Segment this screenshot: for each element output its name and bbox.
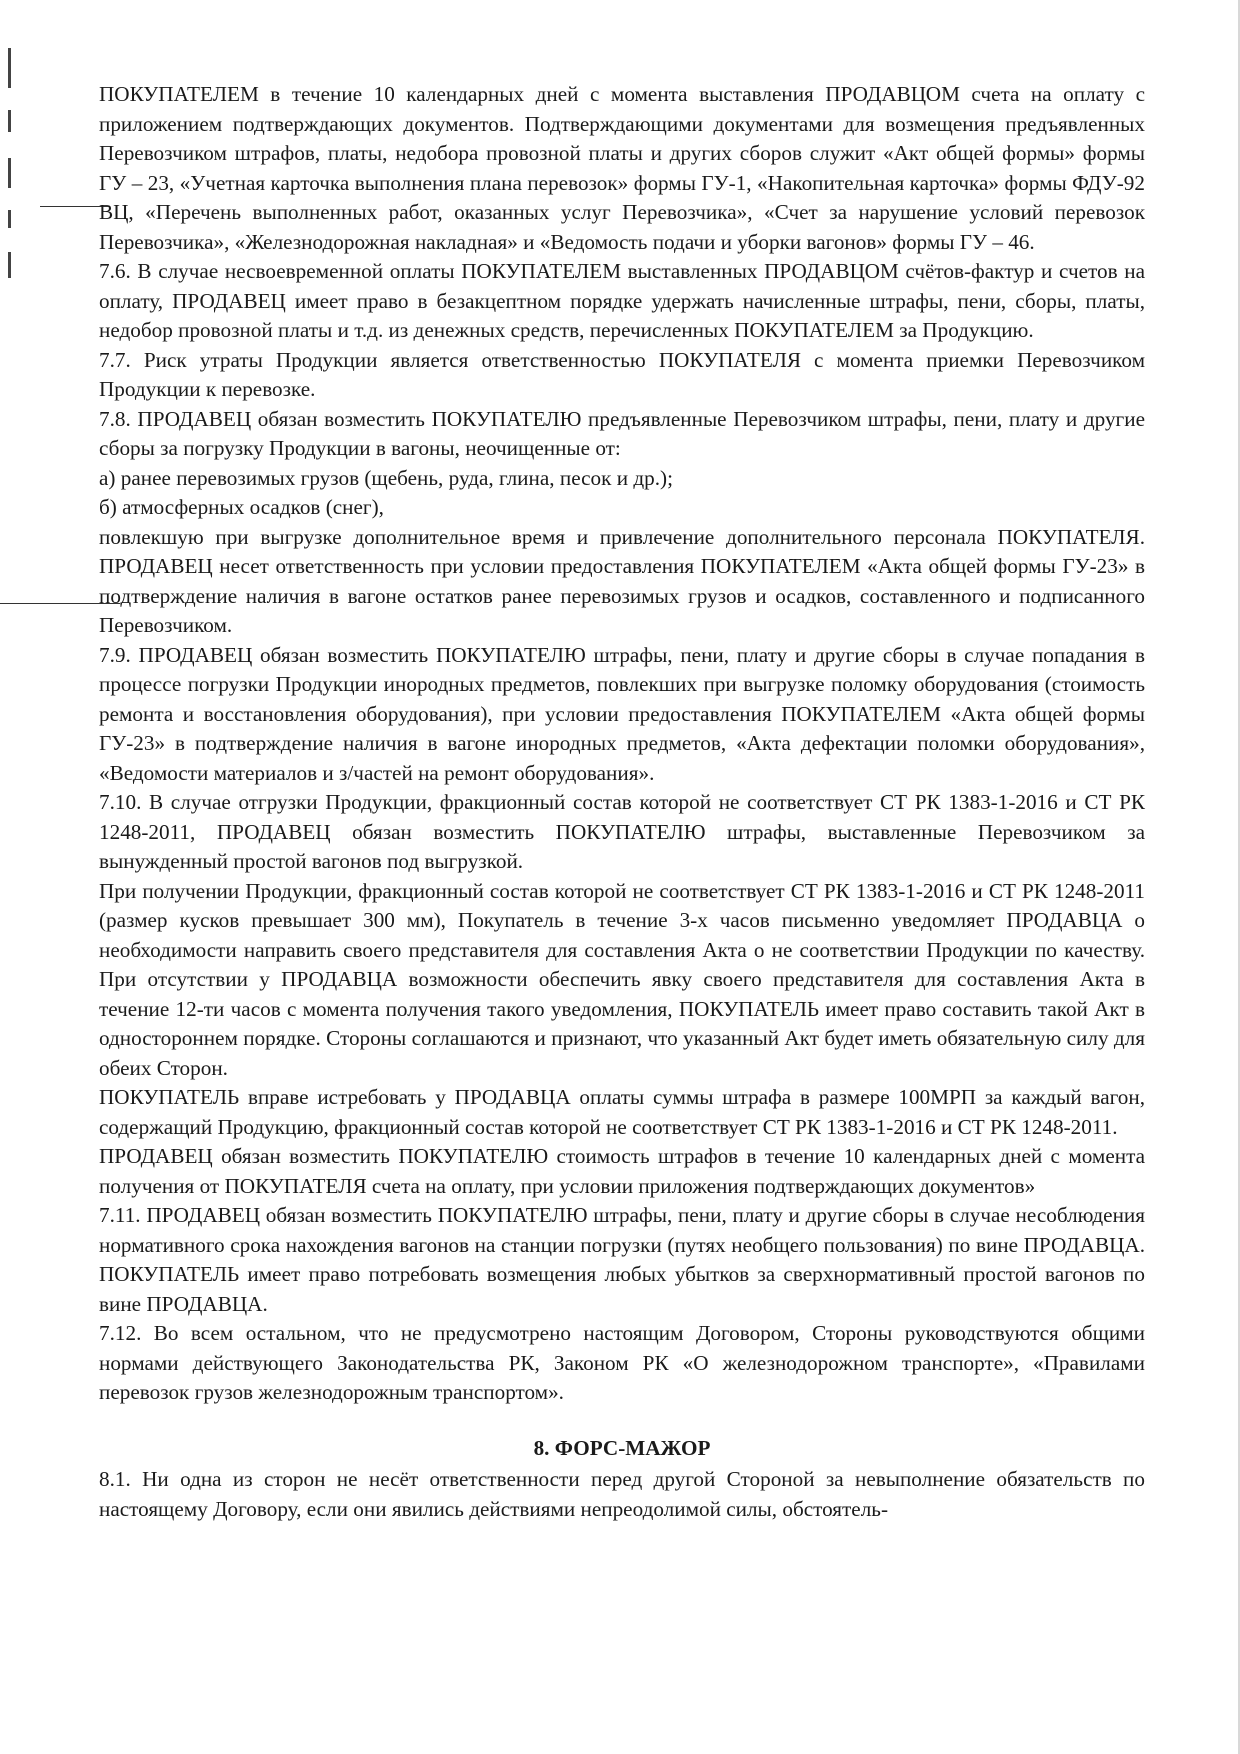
paragraph-7-10-reimbursement: ПРОДАВЕЦ обязан возместить ПОКУПАТЕЛЮ стоимость штрафов в течение 10 календарных дней с момента получения от ПОКУПАТЕЛЯ счета на оплату, при условии приложения подтверждающих документов» <box>99 1144 1145 1198</box>
paragraph-7-12: 7.12. Во всем остальном, что не предусмотрено настоящим Договором, Стороны руководствуются общими нормами действующего Законодательства РК, Законом РК «О железнодорожном транспорте», «Правилами перевозок грузов железнодорожным транспортом». <box>99 1321 1145 1404</box>
paragraph-7-8-continuation: повлекшую при выгрузке дополнительное время и привлечение дополнительного персонала ПОКУПАТЕЛЯ. ПРОДАВЕЦ несет ответственность при условии предоставления ПОКУПАТЕЛЕМ «Акта общей формы ГУ-23» в подтверждение наличия в вагоне остатков ранее перевозимых грузов и осадков, составленного и подписанного Перевозчиком. <box>99 524 1145 637</box>
paragraph-7-10-penalty: ПОКУПАТЕЛЬ вправе истребовать у ПРОДАВЦА оплаты суммы штрафа в размере 100МРП за каждый вагон, содержащий Продукцию, фракционный состав которой не соответствует СТ РК 1383-1-2016 и СТ РК 1248-2011. <box>99 1085 1145 1139</box>
paragraph-7-10-receipt: При получении Продукции, фракционный состав которой не соответствует СТ РК 1383-1-2016 и СТ РК 1248-2011 (размер кусков превышает 300 мм), Покупатель в течение 3-х часов письменно уведомляет ПРОДАВЦА о необходимости направить своего представителя для составления Акта о не соответствии Продукции по качеству. При отсутствии у ПРОДАВЦА возможности обеспечить явку своего представителя для составления Акта в течение 12-ти часов с момента получения такого уведомления, ПОКУПАТЕЛЬ имеет право составить такой Акт в одностороннем порядке. Стороны соглашаются и признают, что указанный Акт будет иметь обязательную силу для обеих Сторон. <box>99 878 1145 1080</box>
document-body <box>99 80 1145 1524</box>
paragraph-7-11: 7.11. ПРОДАВЕЦ обязан возместить ПОКУПАТЕЛЮ штрафы, пени, плату и другие сборы в случае несоблюдения нормативного срока нахождения вагонов на станции погрузки (путях необщего пользования) по вине ПРОДАВЦА. ПОКУПАТЕЛЬ имеет право потребовать возмещения любых убытков за сверхнормативный простой вагонов по вине ПРОДАВЦА. <box>99 1203 1145 1316</box>
section-heading-force-majeure: 8. ФОРС-МАЖОР <box>533 1435 711 1460</box>
list-item-a: а) ранее перевозимых грузов (щебень, руда, глина, песок и др.); <box>99 465 673 490</box>
paragraph-7-10: 7.10. В случае отгрузки Продукции, фракционный состав которой не соответствует СТ РК 1383-1-2016 и СТ РК 1248-2011, ПРОДАВЕЦ обязан возместить ПОКУПАТЕЛЮ штрафы, выставленные Перевозчиком за вынужденный простой вагонов под выгрузкой. <box>99 790 1145 873</box>
paragraph-7-8: 7.8. ПРОДАВЕЦ обязан возместить ПОКУПАТЕЛЮ предъявленные Перевозчиком штрафы, пени, плату и другие сборы за погрузку Продукции в вагоны, неочищенные от: <box>99 406 1145 460</box>
paragraph-7-6: 7.6. В случае несвоевременной оплаты ПОКУПАТЕЛЕМ выставленных ПРОДАВЦОМ счётов-фактур и счетов на оплату, ПРОДАВЕЦ имеет право в безакцептном порядке удержать начисленные штрафы, пени, сборы, платы, недобор провозной платы и т.д. из денежных средств, перечисленных ПОКУПАТЕЛЕМ за Продукцию. <box>99 259 1145 342</box>
binding-edge-marks <box>6 40 20 340</box>
paragraph-7-7: 7.7. Риск утраты Продукции является ответственностью ПОКУПАТЕЛЯ с момента приемки Перевозчиком Продукции к перевозке. <box>99 347 1145 401</box>
paragraph-payment-continuation: ПОКУПАТЕЛЕМ в течение 10 календарных дней с момента выставления ПРОДАВЦОМ счета на оплату с приложением подтверждающих документов. Подтверждающими документами для возмещения предъявленных Перевозчиком штрафов, платы, недобора провозной платы и других сборов служит «Акт общей формы» формы ГУ – 23, «Учетная карточка выполнения плана перевозок» формы ГУ-1, «Накопительная карточка» формы ФДУ-92 ВЦ, «Перечень выполненных работ, оказанных услуг Перевозчика», «Счет за нарушение условий перевозок Перевозчика», «Железнодорожная накладная» и «Ведомость подачи и уборки вагонов» формы ГУ – 46. <box>99 82 1145 254</box>
list-item-b: б) атмосферных осадков (снег), <box>99 495 384 519</box>
paragraph-8-1: 8.1. Ни одна из сторон не несёт ответственности перед другой Стороной за невыполнение обязательств по настоящему Договору, если они явились действиями непреодолимой силы, обстоятель- <box>99 1467 1145 1521</box>
paragraph-7-9: 7.9. ПРОДАВЕЦ обязан возместить ПОКУПАТЕЛЮ штрафы, пени, плату и другие сборы в случае попадания в процессе погрузки Продукции инородных предметов, повлекших при выгрузке поломку оборудования (стоимость ремонта и восстановления оборудования), при условии предоставления ПОКУПАТЕЛЕМ «Акта общей формы ГУ-23» в подтверждение наличия в вагоне инородных предметов, «Акта дефектации поломки оборудования», «Ведомости материалов и з/частей на ремонт оборудования». <box>99 642 1145 785</box>
